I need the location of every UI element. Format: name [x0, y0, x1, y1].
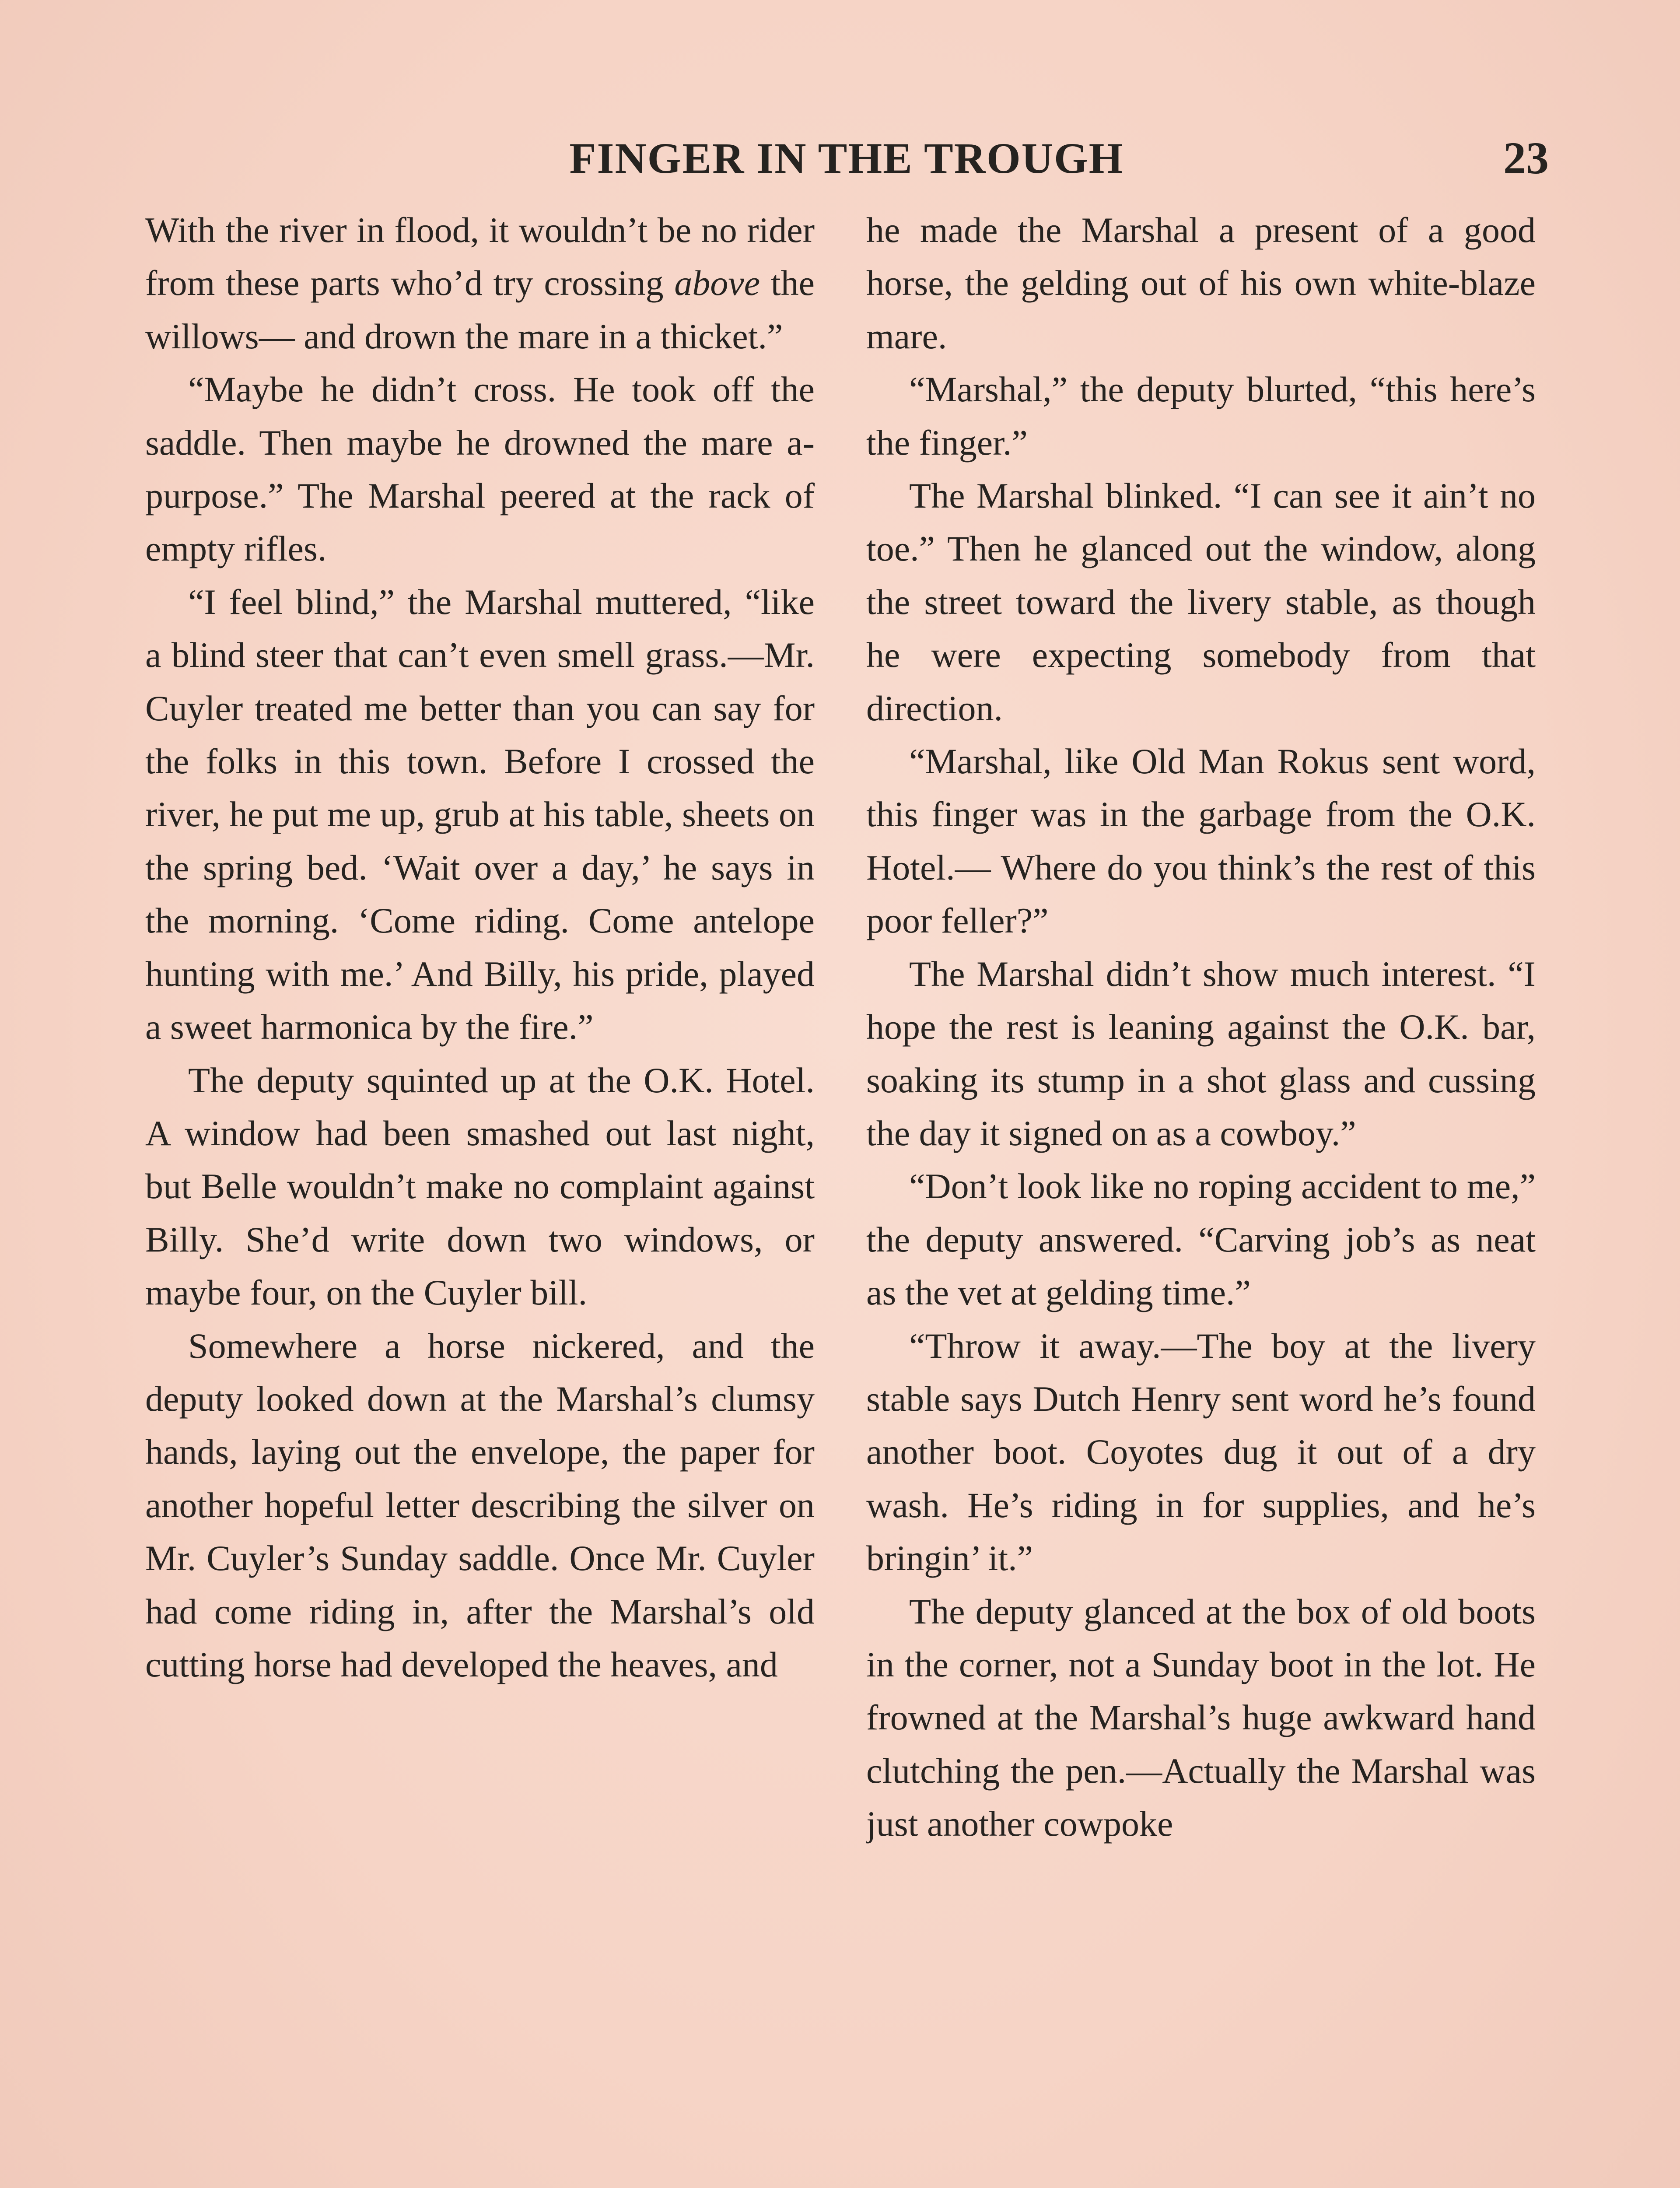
- paragraph: “Throw it away.—The boy at the livery stable says Dutch Henry sent word he’s found another boot. Coyotes dug it out of a dry wash. He’s riding in for supplies, and he’s bringin’ it.”: [866, 1325, 1536, 1578]
- paragraph: “I feel blind,” the Marshal muttered, “like a blind steer that can’t even smell grass.—Mr. Cuyler treated me better than you can say for the folks in this town. Before I crossed the river, he put me up, grub at his table, sheets on the spring bed. ‘Wait over a day,’ he says in the morning. ‘Come riding. Come antelope hunting with me.’ And Billy, his pride, played a sweet harmonica by the fire.”: [145, 582, 815, 1047]
- paragraph: he made the Marshal a present of a good horse, the gelding out of his own white-blaze mare.: [866, 210, 1536, 356]
- paragraph: “Marshal, like Old Man Rokus sent word, this finger was in the garbage from the O.K. Hotel.— Where do you think’s the rest of this poor feller?”: [866, 741, 1536, 941]
- paragraph: The deputy squinted up at the O.K. Hotel. A window had been smashed out last night, but Belle wouldn’t make no complaint against Billy. She’d write down two windows, or maybe four, on the Cuyler bill.: [145, 1060, 815, 1313]
- running-head: [144, 128, 1549, 189]
- paragraph: “Maybe he didn’t cross. He took off the saddle. Then maybe he drowned the mare a-purpose.” The Marshal peered at the rack of empty rifles.: [145, 369, 815, 569]
- text-column-right: [866, 203, 1536, 2173]
- emphasis-text: above: [674, 263, 760, 303]
- page-number: 23: [1503, 133, 1549, 183]
- text-column-left: [145, 203, 815, 2173]
- paragraph: Somewhere a horse nickered, and the deputy looked down at the Marshal’s clumsy hands, laying out the envelope, the paper for another hopeful letter describing the silver on Mr. Cuyler’s Sunday saddle. Once Mr. Cuyler had come riding in, after the Marshal’s old cutting horse had developed the heaves, and: [145, 1325, 815, 1684]
- paragraph: The Marshal blinked. “I can see it ain’t no toe.” Then he glanced out the window, along the street toward the livery stable, as though he were expecting somebody from that direction.: [866, 476, 1536, 728]
- running-head-title: FINGER IN THE TROUGH: [569, 134, 1124, 182]
- paragraph: [145, 203, 815, 363]
- paragraph: “Don’t look like no roping accident to me,” the deputy answered. “Carving job’s as neat as the vet at gelding time.”: [866, 1166, 1536, 1313]
- paragraph: The deputy glanced at the box of old boots in the corner, not a Sunday boot in the lot. He frowned at the Marshal’s huge awkward hand clutching the pen.—Actually the Marshal was just another cowpoke: [866, 1591, 1536, 1844]
- paragraph: The Marshal didn’t show much interest. “I hope the rest is leaning against the O.K. bar, soaking its stump in a shot glass and cussing the day it signed on as a cowboy.”: [866, 954, 1536, 1153]
- paragraph-text: With the river in flood, it wouldn’t be no rider from these parts who’d try crossing: [145, 210, 815, 303]
- paragraph-text: the willows— and drown the mare in a thicket.”: [145, 263, 815, 356]
- paragraph: “Marshal,” the deputy blurted, “this here’s the finger.”: [866, 369, 1536, 463]
